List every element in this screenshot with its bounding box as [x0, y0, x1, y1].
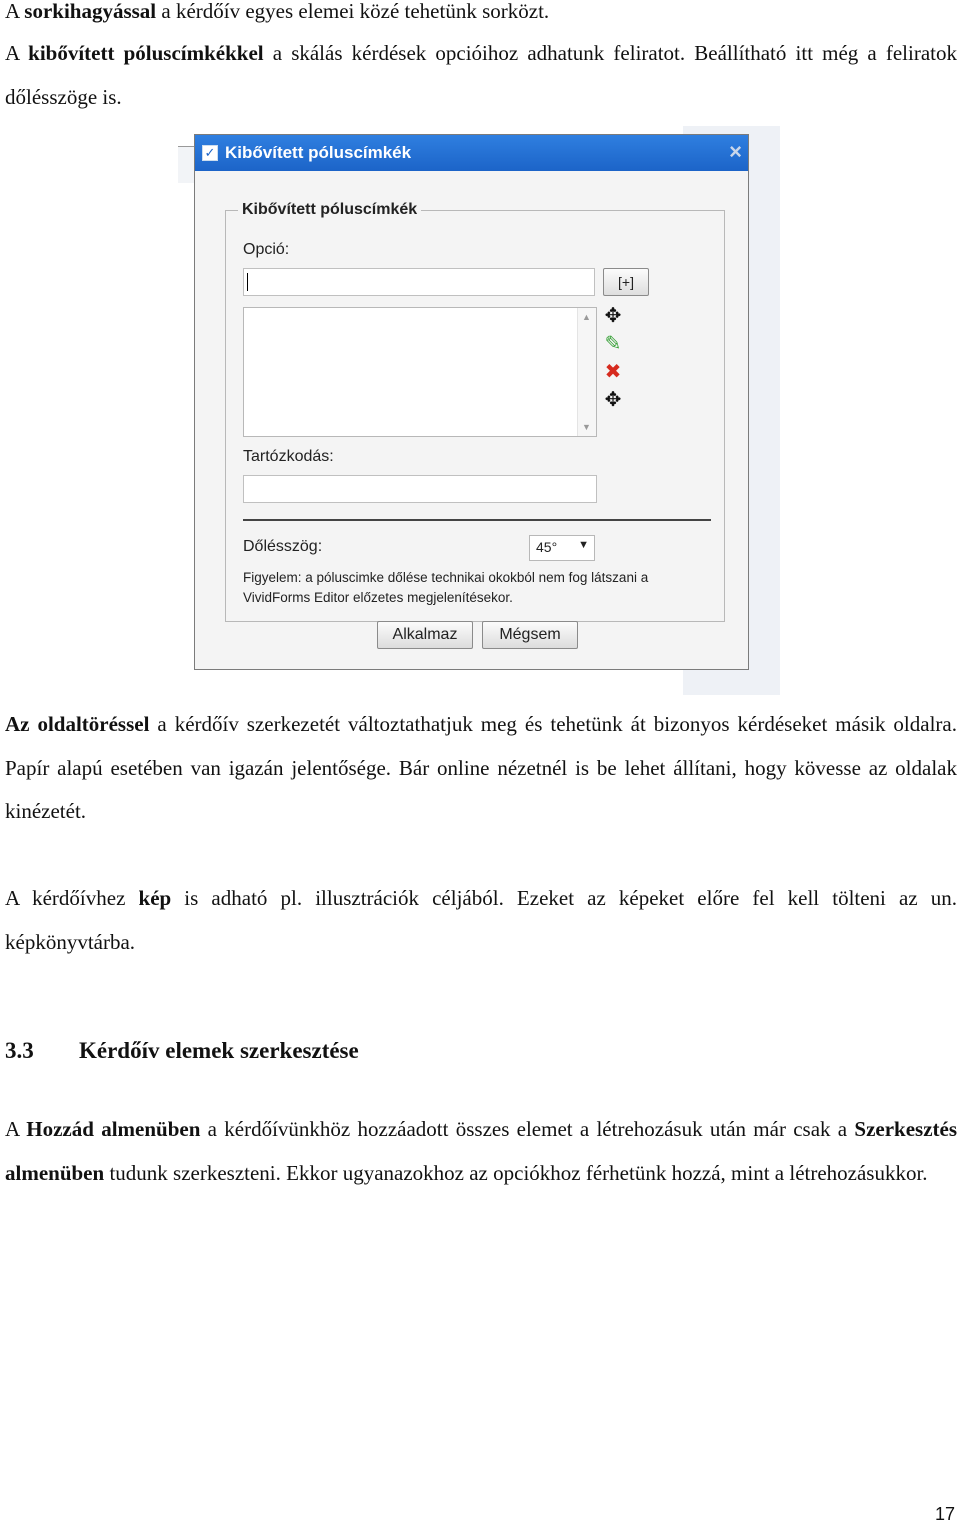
text: A kérdőívhez: [5, 886, 139, 910]
list-scrollbar[interactable]: [577, 308, 596, 436]
text: a kérdőív szerkezetét változtathatjuk meg és tehetünk át bizonyos kérdéseket másik oldalra. Papír alapú esetében van igazán jelentősége. Bár online nézetnél is be lehet állítani, hogy kövesse az oldalak kinézetét.: [5, 712, 957, 823]
bold-term: Az oldaltöréssel: [5, 712, 150, 736]
option-label: Opció:: [243, 241, 290, 258]
paragraph-image: [5, 877, 957, 964]
belonging-input[interactable]: [243, 475, 597, 503]
cancel-button[interactable]: Mégsem: [482, 621, 578, 649]
pole-labels-dialog: [194, 134, 749, 670]
scroll-up-icon[interactable]: ▲: [582, 312, 591, 322]
text: A: [5, 1117, 27, 1141]
text: A: [5, 0, 25, 23]
text: a skálás kérdések opcióihoz adhatunk feliratot. Beállítható itt még a feliratok dőlésszöge is.: [5, 41, 957, 109]
page-number: 17: [934, 1504, 955, 1524]
pole-labels-group: [225, 201, 725, 622]
text: A: [5, 41, 29, 65]
scroll-down-icon[interactable]: ▼: [582, 422, 591, 432]
text: a kérdőívünkhöz hozzáadott összes elemet a létrehozásuk után már csak a: [200, 1117, 855, 1141]
edit-icon[interactable]: ✎: [604, 333, 622, 355]
paragraph-page-break: [5, 703, 957, 834]
bold-term: Hozzád almenüben: [26, 1117, 201, 1141]
angle-label: Dőlésszög:: [243, 538, 323, 555]
delete-icon[interactable]: ✖: [604, 361, 622, 383]
bold-term: Szerkesztés almenüben: [5, 1117, 958, 1185]
chevron-down-icon: ▼: [578, 539, 589, 551]
dialog-titlebar: [195, 135, 748, 171]
belonging-label: Tartózkodás:: [243, 448, 334, 465]
checkbox-icon: ✓: [202, 145, 218, 161]
bold-term: sorkihagyással: [24, 0, 157, 23]
text: is adható pl. illusztrációk céljából. Ezeket az képeket előre fel kell tölteni az un. képkönyvtárba.: [5, 886, 957, 954]
text: a kérdőív egyes elemei közé tehetünk sorközt.: [156, 0, 550, 23]
separator-line: [243, 519, 711, 521]
bold-term: kép: [138, 886, 172, 910]
group-title: Kibővített póluscímkék: [238, 201, 421, 219]
section-number: 3.3: [5, 1038, 34, 1063]
angle-select[interactable]: [529, 535, 595, 561]
option-list[interactable]: [243, 307, 597, 437]
warning-text: Figyelem: a póluscimke dőlése technikai okokból nem fog látszani a VividForms Editor előzetes megjelenítésekor.: [243, 570, 649, 605]
paragraph-line-spacing: [5, 0, 957, 34]
paragraph-editing: [5, 1108, 957, 1195]
apply-button[interactable]: Alkalmaz: [377, 621, 473, 649]
section-title: Kérdőív elemek szerkesztése: [79, 1038, 359, 1063]
option-input[interactable]: [243, 268, 595, 296]
text: tudunk szerkeszteni. Ekkor ugyanazokhoz az opciókhoz férhetünk hozzá, mint a létrehozásukkor.: [104, 1160, 928, 1185]
text-caret: [247, 273, 248, 291]
dialog-screenshot: [178, 126, 780, 695]
paragraph-pole-labels: [5, 32, 957, 119]
add-option-button[interactable]: [+]: [603, 268, 649, 296]
move-up-icon[interactable]: ✥: [604, 305, 622, 327]
bold-term: kibővített póluscímkékkel: [28, 41, 264, 65]
section-heading: [5, 1033, 359, 1069]
dialog-title: Kibővített póluscímkék: [225, 143, 412, 162]
move-down-icon[interactable]: ✥: [604, 389, 622, 411]
angle-value: 45°: [536, 539, 558, 555]
close-icon[interactable]: ×: [729, 139, 742, 164]
